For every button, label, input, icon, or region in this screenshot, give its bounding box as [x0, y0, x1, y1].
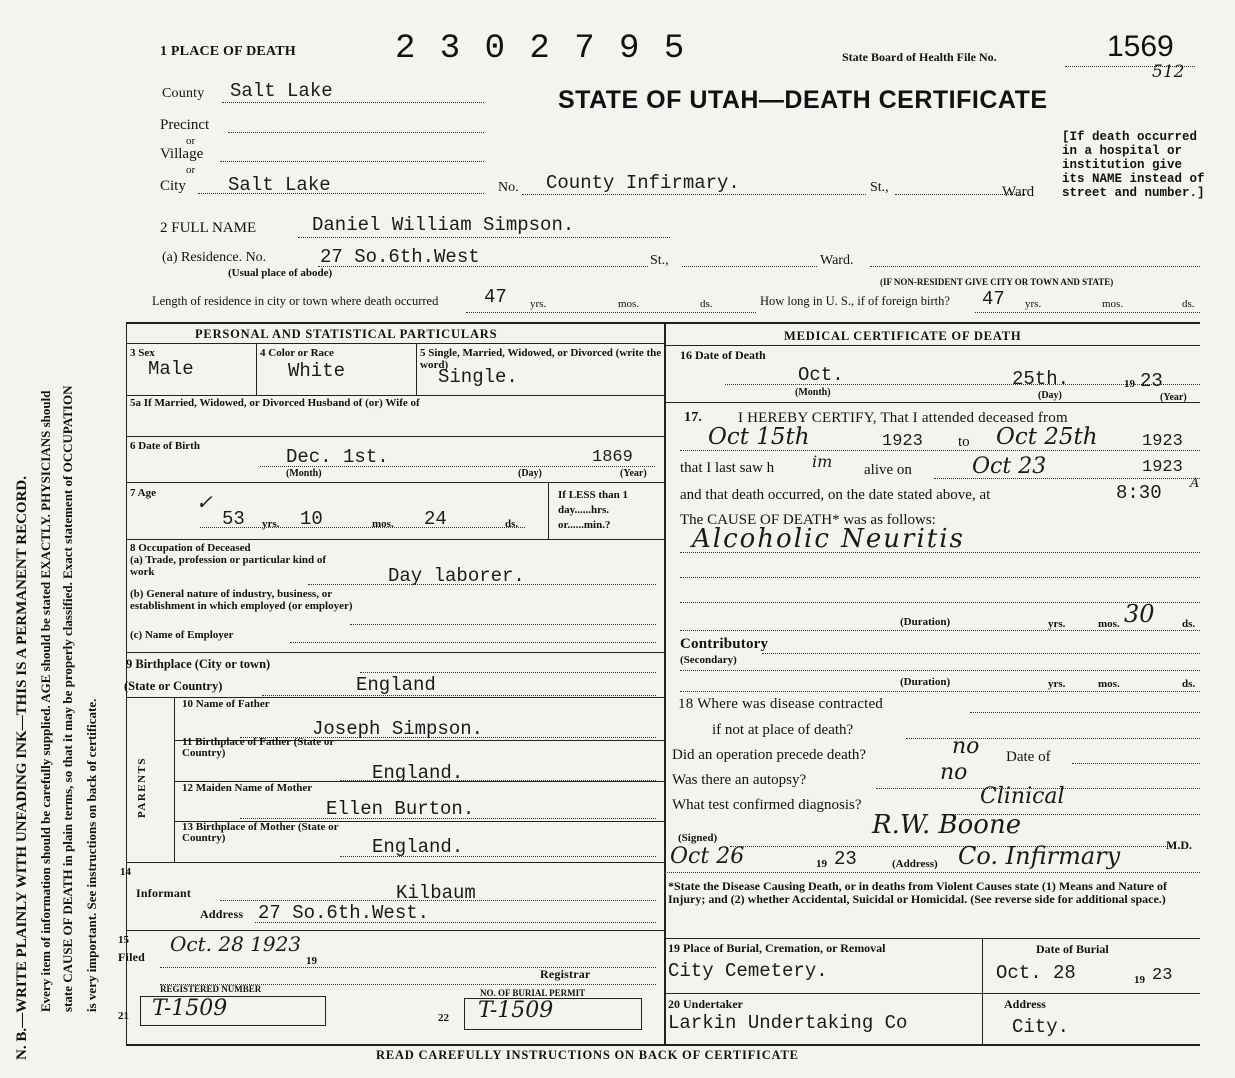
autopsy-label: Was there an autopsy?	[672, 772, 807, 788]
hospital-note: [If death occurred in a hospital or institution give its NAME instead of street and number.]	[1062, 130, 1205, 200]
last-saw-text: that I last saw h	[680, 460, 775, 476]
burial-year-prefix: 19	[1134, 974, 1145, 986]
attended-from-year: 1923	[882, 432, 923, 451]
last-saw-year: 1923	[1142, 458, 1183, 477]
burial-place-label: 19 Place of Burial, Cremation, or Removal	[668, 941, 886, 955]
mother-bp-value: England.	[372, 836, 464, 858]
length-yrs-value: 47	[484, 286, 507, 308]
violent-causes-note: *State the Disease Causing Death, or in deaths from Violent Causes state (1) Means and Nature of Injury; and (2) whether Accidental, Suicidal or Homicidal. (See reverse side for additional space.)	[668, 879, 1167, 906]
father-label: 10 Name of Father	[182, 698, 270, 710]
duration-mos-value: 30	[1124, 600, 1155, 628]
county-label: County	[162, 86, 205, 101]
stamp-number: 2 3 0 2 7 9 5	[395, 30, 687, 68]
duration-label-1: (Duration)	[900, 616, 951, 628]
death-time-suffix: A	[1190, 476, 1200, 491]
informant-label: Informant	[136, 886, 192, 900]
undertaker-label: 20 Undertaker	[668, 997, 743, 1011]
address-label: (Address)	[892, 858, 938, 870]
usual-place-label: (Usual place of abode)	[228, 267, 333, 279]
address-value: Co. Infirmary	[958, 842, 1121, 870]
burial-date-value: Oct. 28	[996, 962, 1076, 984]
burial-permit-label: NO. OF BURIAL PERMIT	[480, 988, 586, 998]
village-label: Village	[160, 146, 204, 162]
age-label: 7 Age	[130, 487, 156, 499]
cause-label: The CAUSE OF DEATH* was as follows:	[680, 512, 936, 528]
death-year-label: (Year)	[1160, 392, 1187, 403]
operation-value: no	[952, 734, 980, 759]
certify-no: 17.	[684, 410, 703, 425]
alive-on-label: alive on	[864, 462, 912, 478]
full-name-label: 2 FULL NAME	[160, 220, 257, 236]
death-day-label: (Day)	[1038, 390, 1062, 401]
single-label: 5 Single, Married, Widowed, or Divorced (write the word)	[420, 347, 662, 371]
undertaker-value: Larkin Undertaking Co	[668, 1012, 908, 1034]
undertaker-address-label: Address	[1004, 997, 1046, 1011]
dob-month-day-value: Dec. 1st.	[286, 446, 389, 468]
death-occurred-text: and that death occurred, on the date stated above, at	[680, 487, 991, 503]
last-saw-date: Oct 23	[972, 454, 1047, 479]
or-label-1: or	[186, 135, 196, 147]
death-year-value: 23	[1140, 370, 1163, 392]
length-residence-label: Length of residence in city or town where death occurred	[152, 294, 439, 308]
ward2-label: Ward.	[820, 253, 854, 268]
informant-no: 14	[120, 866, 131, 878]
father-bp-label: 11 Birthplace of Father (State or Country)	[182, 736, 335, 759]
burial-permit-value: T-1509	[478, 998, 554, 1023]
or-label-2: or	[186, 164, 196, 176]
attended-to-year: 1923	[1142, 432, 1183, 451]
length-ds-label: ds.	[700, 298, 713, 310]
state-country-label: (State or Country)	[124, 679, 223, 693]
occ-c-label: (c) Name of Employer	[130, 629, 234, 641]
certificate-title: STATE OF UTAH—DEATH CERTIFICATE	[558, 86, 1048, 114]
not-at-place-label: if not at place of death?	[712, 722, 854, 738]
duration-ds-1: ds.	[1182, 618, 1196, 630]
burial-year-value: 23	[1152, 966, 1173, 985]
occupation-label: 8 Occupation of Deceased	[130, 542, 251, 554]
residence-value: 27 So.6th.West	[320, 246, 480, 268]
dob-year-label: (Year)	[620, 468, 647, 479]
duration-yrs-1: yrs.	[1048, 618, 1066, 630]
reg-number-label: REGISTERED NUMBER	[160, 984, 262, 994]
st-label: St.,	[870, 180, 889, 195]
undertaker-address-value: City.	[1012, 1016, 1070, 1038]
age-yrs-label: yrs.	[262, 518, 280, 530]
file-no-label: State Board of Health File No.	[842, 50, 997, 64]
death-day-value: 25th.	[1012, 368, 1070, 390]
father-bp-value: England.	[372, 762, 464, 784]
no-label: No.	[498, 180, 519, 195]
length-yrs-label: yrs.	[530, 298, 547, 310]
how-long-yrs-value: 47	[982, 288, 1005, 310]
residence-label: (a) Residence. No.	[162, 250, 267, 265]
mother-bp-label: 13 Birthplace of Mother (State or Country)	[182, 821, 339, 844]
date-of-label: Date of	[1006, 749, 1051, 765]
dob-year-value: 1869	[592, 448, 633, 467]
duration-mos-2: mos.	[1098, 678, 1120, 690]
death-month-label: (Month)	[795, 387, 831, 398]
file-no-sub: 512	[1152, 62, 1185, 82]
age-mos-value: 10	[300, 508, 323, 530]
sex-label: 3 Sex	[130, 347, 155, 359]
signed-label: (Signed)	[678, 832, 718, 844]
signed-year-prefix: 19	[816, 858, 827, 870]
birthplace-value: England	[356, 674, 436, 696]
date-death-label: 16 Date of Death	[680, 348, 766, 362]
to-label: to	[958, 434, 970, 450]
file-no: 1569	[1107, 30, 1174, 63]
filed-no: 15	[118, 934, 129, 946]
full-name-value: Daniel William Simpson.	[312, 214, 575, 236]
side-line-1: N. B.—WRITE PLAINLY WITH UNFADING INK—THIS IS A PERMANENT RECORD.	[14, 476, 30, 1060]
footer-instructions: READ CAREFULLY INSTRUCTIONS ON BACK OF CERTIFICATE	[376, 1048, 799, 1062]
parents-label: PARENTS	[136, 756, 148, 818]
precinct-label: Precinct	[160, 117, 210, 133]
md-label: M.D.	[1166, 838, 1192, 852]
signed-value: R.W. Boone	[872, 810, 1022, 840]
birthplace-label: 9 Birthplace (City or town)	[126, 657, 271, 671]
reg-number-value: T-1509	[152, 996, 228, 1021]
st2-label: St.,	[650, 253, 669, 268]
age-ds-label: ds.	[505, 518, 519, 530]
color-value: White	[288, 360, 346, 382]
single-value: Single.	[438, 366, 518, 388]
side-line-2: Every item of information should be carefully supplied. AGE should be stated EXACTLY. PHYSICIANS should	[38, 390, 53, 1012]
city-label: City	[160, 178, 186, 194]
informant-address-label: Address	[200, 907, 244, 921]
mother-label: 12 Maiden Name of Mother	[182, 782, 313, 794]
death-month-value: Oct.	[798, 364, 844, 386]
how-long-label: How long in U. S., if of foreign birth?	[760, 294, 950, 308]
date-burial-label: Date of Burial	[1036, 942, 1109, 956]
occ-a-label: (a) Trade, profession or particular kind of work	[130, 554, 327, 578]
certify-text: I HEREBY CERTIFY, That I attended deceased from	[738, 410, 1068, 426]
duration-mos-1: mos.	[1098, 618, 1120, 630]
occupation-value: Day laborer.	[388, 565, 525, 587]
side-line-3: state CAUSE OF DEATH in plain terms, so that it may be properly classified. Exact statement of OCCUPATION	[60, 385, 75, 1012]
how-long-yrs-label: yrs.	[1025, 298, 1042, 310]
county-value: Salt Lake	[230, 80, 333, 102]
medical-heading: MEDICAL CERTIFICATE OF DEATH	[784, 329, 1022, 343]
attended-from-value: Oct 15th	[708, 424, 810, 450]
personal-heading: PERSONAL AND STATISTICAL PARTICULARS	[195, 327, 498, 341]
attended-to-value: Oct 25th	[996, 424, 1098, 450]
informant-value: Kilbaum	[396, 882, 476, 904]
informant-address-value: 27 So.6th.West.	[258, 902, 430, 924]
mother-value: Ellen Burton.	[326, 798, 475, 820]
duration-yrs-2: yrs.	[1048, 678, 1066, 690]
burial-place-value: City Cemetery.	[668, 960, 828, 982]
duration-label-2: (Duration)	[900, 676, 951, 688]
age-ds-value: 24	[424, 508, 447, 530]
age-yrs-value: 53	[222, 508, 245, 530]
sex-value: Male	[148, 358, 194, 380]
contracted-label: 18 Where was disease contracted	[678, 696, 884, 712]
married-label: 5a If Married, Widowed, or Divorced Husband of (or) Wife of	[130, 397, 420, 409]
ward-label: Ward	[1002, 184, 1035, 200]
last-saw-him: im	[812, 452, 833, 471]
filed-value: Oct. 28 1923	[170, 932, 302, 956]
permit-no: 22	[438, 1012, 449, 1024]
age-check: ✓	[196, 490, 213, 514]
autopsy-value: no	[940, 760, 968, 785]
filed-label: Filed	[118, 950, 145, 964]
reg-no: 21	[118, 1010, 129, 1022]
signed-year-value: 23	[834, 848, 857, 870]
death-year-prefix: 19	[1124, 378, 1135, 390]
father-value: Joseph Simpson.	[312, 718, 484, 740]
filed-year-label: 19	[306, 955, 317, 967]
operation-label: Did an operation precede death?	[672, 747, 867, 763]
how-long-mos-label: mos.	[1102, 298, 1124, 310]
death-time-value: 8:30	[1116, 482, 1162, 504]
test-label: What test confirmed diagnosis?	[672, 797, 862, 813]
test-value: Clinical	[980, 784, 1065, 809]
dob-label: 6 Date of Birth	[130, 440, 200, 452]
registrar-label: Registrar	[540, 967, 591, 981]
secondary-label: (Secondary)	[680, 654, 737, 666]
occ-b-label: (b) General nature of industry, business, or establishment in which employed (or employer)	[130, 588, 353, 612]
cause-value: Alcoholic Neuritis	[692, 524, 965, 554]
signed-date-value: Oct 26	[670, 844, 745, 869]
city-value: Salt Lake	[228, 174, 331, 196]
color-label: 4 Color or Race	[260, 347, 334, 359]
length-mos-label: mos.	[618, 298, 640, 310]
duration-ds-2: ds.	[1182, 678, 1196, 690]
how-long-ds-label: ds.	[1182, 298, 1195, 310]
place-no-value: County Infirmary.	[546, 172, 740, 194]
contributory-label: Contributory	[680, 636, 769, 652]
side-line-4: is very important. See instructions on back of certificate.	[84, 698, 99, 1012]
dob-day-label: (Day)	[518, 468, 542, 479]
place-of-death-label: 1 PLACE OF DEATH	[160, 44, 296, 59]
less-than-label: If LESS than 1 day......hrs. or......min.?	[558, 489, 629, 531]
age-mos-label: mos.	[372, 518, 394, 530]
nonresident-note: (IF NON-RESIDENT GIVE CITY OR TOWN AND STATE)	[880, 277, 1114, 287]
dob-month-label: (Month)	[286, 468, 322, 479]
